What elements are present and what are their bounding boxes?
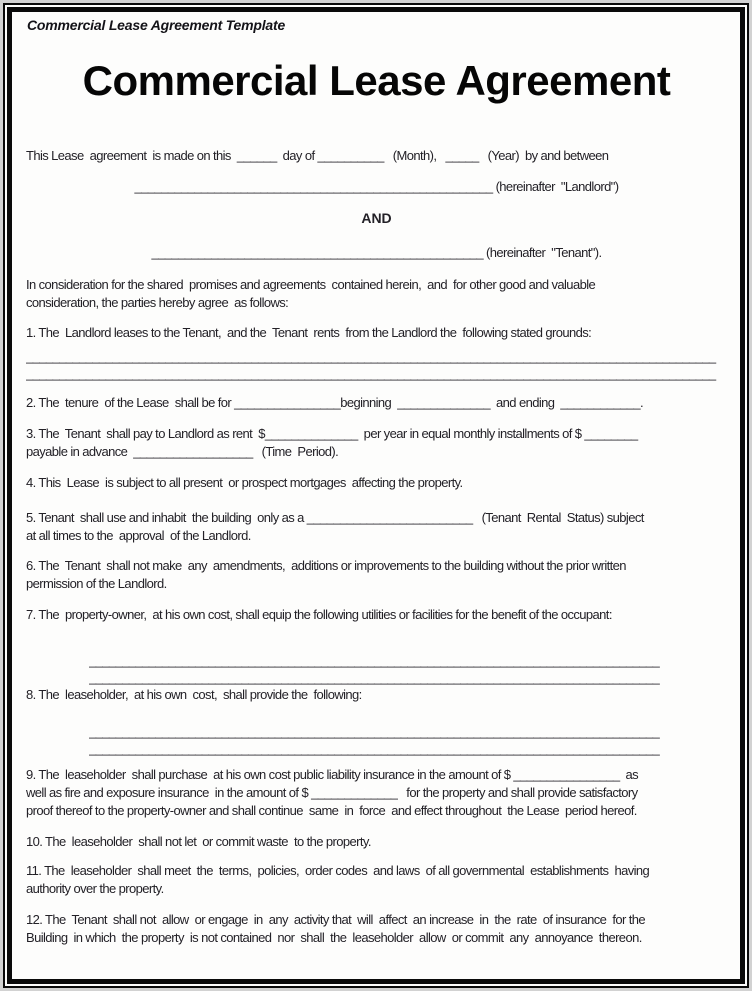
consideration-paragraph — [26, 276, 727, 312]
text-line: 11. The leaseholder shall meet the terms, policies, order codes and laws of all governmental establishments having — [26, 863, 650, 878]
text-line: 8. The leaseholder, at his own cost, shall provide the following: — [26, 687, 362, 702]
clause-8 — [26, 686, 727, 704]
text-line: permission of the Landlord. — [26, 576, 167, 591]
text-line: proof thereof to the property-owner and shall continue same in force and effect throughout the Lease period hereof. — [26, 803, 637, 818]
clause-10 — [26, 833, 727, 851]
clause-3 — [26, 425, 727, 461]
tenant-blank-line — [26, 244, 727, 262]
text-line: 1. The Landlord leases to the Tenant, and the Tenant rents from the Landlord the following stated grounds: — [26, 325, 592, 340]
clause-7 — [26, 606, 727, 624]
clause-1-blank-lines — [26, 348, 727, 382]
blank-line: ______________________________________________________________________________________ — [89, 741, 660, 756]
clause-12 — [26, 911, 727, 947]
opening-line — [26, 147, 727, 165]
text-line: Building in which the property is not contained nor shall the leaseholder allow or commit any annoyance thereon. — [26, 930, 642, 945]
clause-9 — [26, 766, 727, 820]
text-line: consideration, the parties hereby agree as follows: — [26, 295, 289, 310]
clause-2 — [26, 394, 727, 412]
text-line: 6. The Tenant shall not make any amendments, additions or improvements to the building without the prior written — [26, 558, 626, 573]
clause-7-blank-lines — [26, 652, 727, 686]
and-separator — [26, 209, 727, 227]
text-line: at all times to the approval of the Landlord. — [26, 528, 251, 543]
document-header-label: Commercial Lease Agreement Template — [27, 17, 286, 33]
text-line: __________________________________________________ (hereinafter "Tenant"). — [151, 245, 602, 260]
text-line: ______________________________________________________ (hereinafter "Landlord") — [134, 179, 619, 194]
document-inner-frame — [7, 7, 745, 984]
text-line: This Lease agreement is made on this ______ day of __________ (Month), _____ (Year) by and between — [26, 148, 609, 163]
text-line: 5. Tenant shall use and inhabit the building only as a _________________________ (Tenant Rental Status) subject — [26, 510, 644, 525]
clause-6 — [26, 557, 727, 593]
text-line: well as fire and exposure insurance in the amount of $ _____________ for the property and shall provide satisfactory — [26, 785, 638, 800]
blank-line: ______________________________________________________________________________________ — [89, 653, 660, 668]
text-line: 4. This Lease is subject to all present or prospect mortgages affecting the property. — [26, 475, 463, 490]
clause-5 — [26, 509, 727, 545]
text-line: 7. The property-owner, at his own cost, shall equip the following utilities or facilities for the benefit of the occupant: — [26, 607, 612, 622]
clause-1 — [26, 324, 727, 342]
text-line: 2. The tenure of the Lease shall be for ________________beginning ______________ and ending ____________. — [26, 395, 643, 410]
text-line: AND — [361, 210, 392, 226]
blank-line: ______________________________________________________________________________________ — [89, 724, 660, 739]
text-line: authority over the property. — [26, 881, 164, 896]
clause-8-blank-lines — [26, 723, 727, 757]
landlord-blank-line — [26, 178, 727, 196]
clause-11 — [26, 862, 727, 898]
text-line: payable in advance __________________ (Time Period). — [26, 444, 339, 459]
blank-line: ________________________________________________________________________________________________________ — [26, 366, 716, 381]
text-line: 12. The Tenant shall not allow or engage in any activity that will affect an increase in the rate of insurance for the — [26, 912, 645, 927]
blank-line: ________________________________________________________________________________________________________ — [26, 349, 716, 364]
document-body — [26, 147, 727, 947]
text-line: 10. The leaseholder shall not let or commit waste to the property. — [26, 834, 371, 849]
document-outer-frame — [3, 3, 749, 988]
text-line: 3. The Tenant shall pay to Landlord as rent $______________ per year in equal monthly installments of $ ________ — [26, 426, 638, 441]
text-line: In consideration for the shared promises and agreements contained herein, and for other good and valuable — [26, 277, 596, 292]
text-line: 9. The leaseholder shall purchase at his own cost public liability insurance in the amount of $ ________________ as — [26, 767, 639, 782]
clause-4 — [26, 474, 727, 492]
lease-agreement-document — [12, 12, 740, 947]
page-title: Commercial Lease Agreement — [82, 57, 671, 104]
blank-line: ______________________________________________________________________________________ — [89, 670, 660, 685]
